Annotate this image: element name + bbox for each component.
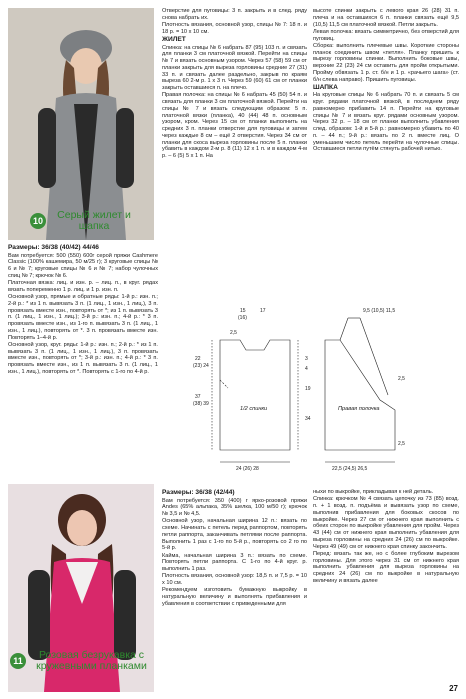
caption-pink-vest (10, 650, 154, 672)
dim-top-1: 15 (240, 308, 246, 314)
caption-title: Розовая безрукавка с кружевными планками (36, 649, 147, 672)
caption-number-badge: 10 (30, 213, 46, 229)
pink-main-pattern: Основной узор, начальная ширина 12 п.: вязать по схеме. Начинать с петель перед раппортом, повторять петли раппорта, заканчивать петлями после раппорта. Выполнить 1 раз с 1-го по 5-й р., повторять со 2 го по 5-й р. (162, 518, 307, 552)
pink-vest-instructions-column (313, 489, 459, 585)
front-outline (325, 340, 395, 450)
pink-continued: ныхи по выкройке, прикладывая к ней деталь. (313, 489, 434, 495)
vest-main-pattern-flat: Основной узор, прямые и обратные ряды: 1-й р.: изн. п.; 2-й р.: * из 1 п. вывязать 3 п. (1 лиц., 1 изн., 1 лиц.), 3 п. провязать вместе изн., повторять от *; из 1 п. вывязать 3 п. (1 лиц., 1 изн., 1 лиц.); 3-й р.: изн. п.; 4-й р.: * 3 п. провязать вместе изн., из 1-го п. вывязать 3 п. (1 лиц., 1 изн., 1 лиц.), повторять от *. 3 п. провязать вместе изн. Повторять 1–4-й р. (8, 294, 158, 341)
dim-armhole: 22 (195, 356, 201, 362)
vest-assembly-column (313, 8, 459, 154)
section-heading-vest: ЖИЛЕТ (162, 36, 186, 43)
vest-assembly-text: Сборка: выполнить плечевые швы. Короткие стороны планок соединить швом «петля». Планку пришить к вырезу горловины спинки. Выполнить боковые швы, верхние 22 (23) 24 см оставить для пройм открытыми. Пройму обвязать 1 р. ст. б/н и 1 р. «рачьего шага» (ст. б/н слева направо). Пришить пуговицы. (313, 42, 459, 83)
pink-sizes: Размеры: 36/38 (42/44) (162, 489, 235, 496)
gauge-text: Плотность вязания, основной узор, спицы № 7: 18 п. и 18 р. = 10 х 10 см. (162, 22, 307, 35)
vest-back-text: Спинка: на спицы № 6 набрать 87 (95) 103 п. и связать для планки 3 см платочной вязкой. Перейти на спицы № 7 и вязать основным узором. Через 57 (58) 59 см от планки закрыть для выреза горловины средние 27 (31) 33 п. и связать далее раздельно, закрыв по краям выреза 60 2-м р. 1 х 3 п. Через 59 (60) 61 см от планки закрыть оставшиеся п. на плечо. (162, 44, 307, 91)
dim-back-width: 24 (26) 28 (236, 466, 259, 472)
dim-top-1-alt: (16) (238, 315, 247, 321)
vest-main-pattern-round: Основной узор, круг. ряды: 1-й р.: изн. п.; 2-й р.: * из 1 п. вывязать 3 п. (1 лиц., 1 изн., 1 лиц.), 3 п. провязать вместе изн., повторять от *; 3-й р.: изн. п.; 4-й р.: * 3 п. провязать вместе изн., из 1 п. вывязать 3 п. (1 лиц., 1 изн., 1 лиц.), повторять от *. Повторять с 1-го по 4-й р. (8, 341, 158, 375)
pink-front: Перед: вязать так же, но с более глубоким вырезом горловины. Для этого через 31 см от нижнего края выполнить убавления для выреза горловины на средних 24 (26) см по выкройке в натуральную величину и вязать далее (313, 550, 459, 584)
pink-border: Кайма, начальная ширина 3 п.: вязать по схеме. Повторять петли раппорта. С 1-го по 4-й круг. р. выполнить 1 раз. (162, 552, 307, 572)
page-number: 27 (449, 684, 458, 693)
dim-neck-a: 3 (305, 356, 308, 362)
vest-platochnaya: Платочная вязка: лиц. и изн. р. – лиц. п., в круг. рядах вязать попеременно 1 р. лиц. и 1 р. изн. п. (8, 280, 158, 293)
vest-right-front-text: Правая полочка: на спицы № 6 набрать 45 (50) 54 п. и связать для планки 3 см платочной вязкой. Перейти на спицы № 7 и вязать следующим образом: 5 п. платочной вязки (планка), 40 (44) 48 п. основным узором, кром. Через 15 см от планки выполнить на средних 3 п. планки отверстие для пуговицы и затем через каждые 8 см – ещё 2 отверстия. Через 34 см от планки для скоса выреза горловины после 5 п. планки убавить в каждом 2-м р. 8 (11) 12 х 1 п. и в каждом 4-м р. – 6 (5) 5 х 1 п. На (162, 92, 307, 159)
dim-neck-c: 19 (305, 386, 311, 392)
caption-title: Серый жилет и шапка (57, 209, 131, 232)
section-heading-hat: ШАПКА (313, 83, 338, 91)
vest-instructions-column (162, 8, 307, 160)
photo-gray-vest (8, 8, 154, 240)
label-back: 1/2 спинки (240, 406, 268, 412)
dim-top-2: 17 (260, 308, 266, 314)
dim-back-height: 37 (195, 394, 201, 400)
dim-top-3: 2,5 (230, 330, 237, 336)
vest-materials-column (8, 244, 158, 376)
caption-number-badge: 11 (10, 653, 26, 669)
dim-front-a: 34 (305, 416, 311, 422)
pink-pattern-note: Рекомендуем изготовить бумажную выкройку в натуральную величину и выполнять прибавления и убавления в соответствии с приведенными для (162, 587, 307, 607)
dim-planka-b: 2,5 (398, 441, 405, 447)
pink-materials: Вам потребуется: 350 (400) г ярко-розовой пряжи Andes (65% альпака, 35% шелка, 100 м/50 г); крючок № 3,5 и № 4,5. (162, 497, 307, 517)
vest-right-front-cont: высоте спинки закрыть с левого края 26 (28) 31 п. плеча и на оставшихся 6 п. планки связать ещё 9,5 (10,5) 11,5 см платочной вязкой. Петли закрыть. (313, 8, 459, 28)
hat-text: На круговые спицы № 6 набрать 70 п. и связать 5 см круг. рядами платочной вязкой, в последнем ряду равномерно прибавить 14 п. Перейти на круговые спицы № 7 и вязать круг. рядами основным узором. Через 32 р. – 18 см от планки выполнить убавления след. образом: 1-й и 5-й р.: равномерно убавить по 40 п. – 44 п.; 9-й р.: вязать по 2 п. вместе лиц. О уменьшаем число петель перейти на чулочные спицы. Оставшиеся петли путём стянуть рабочей нитью. (313, 92, 459, 153)
pink-gauge: Плотность вязания, основной узор: 18,5 п. и 7,5 р. = 10 х 10 см. (162, 573, 307, 586)
label-front: Правая полочка (338, 406, 380, 412)
dim-front-extra: 9,5 (10,5) 11,5 (363, 308, 396, 314)
vest-materials: Вам потребуется: 500 (550) 600г серой пряжи Cashmere Classic (100% кашемира, 50 м/25 г); 3 круговые спицы № 6 и № 7; круговые спицы № 6 и № 7; набор чулочных спиц № 7; крючок № 6. (8, 252, 158, 279)
pink-vest-materials-column (162, 489, 307, 608)
dim-planka-a: 2,5 (398, 376, 405, 382)
buttonhole-text: Отверстие для пуговицы: 3 п. закрыть и в след. ряду снова набрать их. (162, 8, 307, 21)
vest-schematic (160, 300, 460, 485)
caption-gray-vest (30, 210, 139, 232)
vest-sizes: Размеры: 36/38 (40/42) 44/46 (8, 244, 99, 251)
dim-armhole-alt: (23) 24 (193, 363, 209, 369)
dim-back-height-alt: (38) 39 (193, 401, 209, 407)
dim-neck-b: 4 (305, 366, 308, 372)
model-gray-vest-illustration (8, 8, 154, 240)
vest-left-front-text: Левая полочка: вязать симметрично, без отверстий для пуговиц. (313, 28, 459, 42)
pink-back: Спинка: крючком № 4 связать цепочку из 73 (85) возд. п. + 1 возд. п. подъёма и вывязать узор по схеме, выполнив прибавления для боковых скосов по выкройке. Через 27 см от нижнего края выполнить с обеих сторон по выкройке убавления для пройм. Через 43 (44) см от нижнего края выполнить убавления для выреза горловины на средних 24 (26) см по выкройке. Через 49 (49) см от нижнего края спинку закончить. (313, 496, 459, 550)
dim-front-width: 22,5 (24,5) 26,5 (332, 466, 368, 472)
back-outline (220, 340, 290, 450)
